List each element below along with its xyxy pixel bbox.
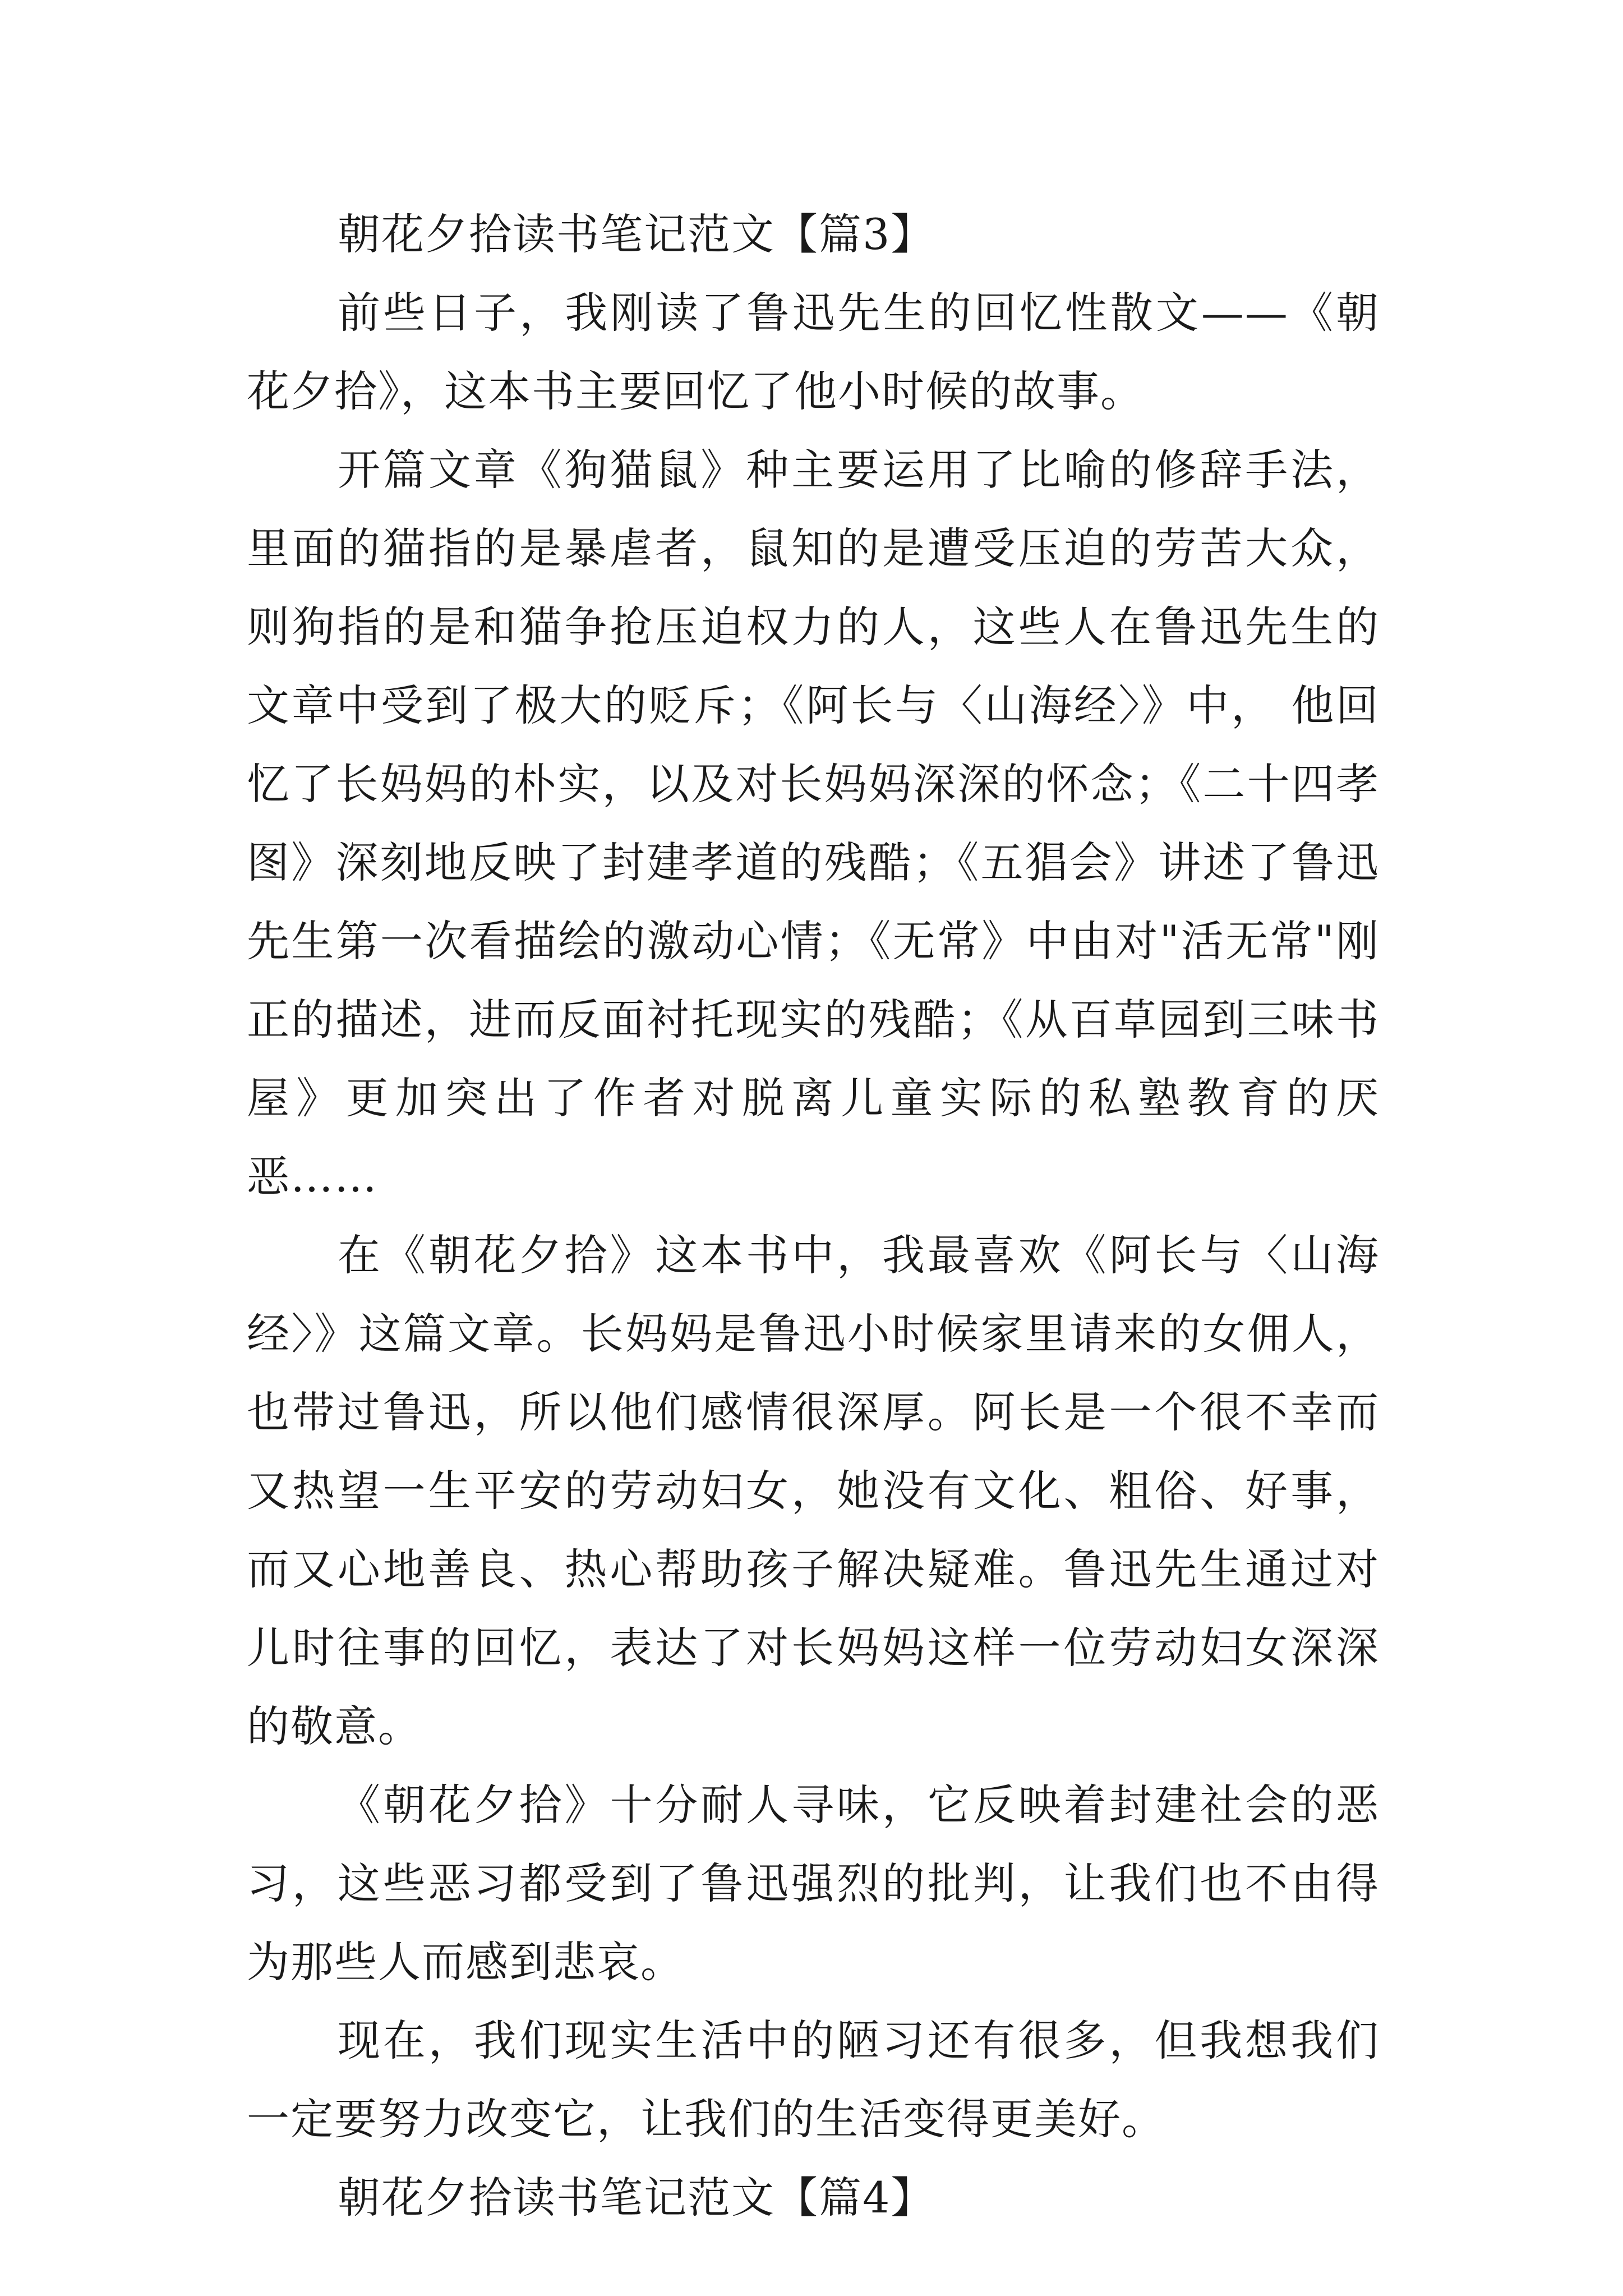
document-body (247, 195, 1380, 2237)
paragraph-chapters-summary: 开篇文章《狗猫鼠》种主要运用了比喻的修辞手法，里面的猫指的是暴虐者，鼠知的是遭受压迫的劳苦大众，则狗指的是和猫争抢压迫权力的人，这些人在鲁迅先生的文章中受到了极大的贬斥；《阿长与〈山海经〉》中， 他回忆了长妈妈的朴实，以及对长妈妈深深的怀念；《二十四孝图》深刻地反映了封建孝道的残酷；《五猖会》讲述了鲁迅先生第一次看描绘的激动心情；《无常》中由对"活无常"刚正的描述，进而反面衬托现实的残酷；《从百草园到三味书屋》更加突出了作者对脱离儿童实际的私塾教育的厌恶…… (247, 445, 1380, 1202)
paragraph-intro: 前些日子，我刚读了鲁迅先生的回忆性散文——《朝花夕拾》，这本书主要回忆了他小时候的故事。 (247, 288, 1380, 416)
paragraph-favorite-chapter: 在《朝花夕拾》这本书中，我最喜欢《阿长与〈山海经〉》这篇文章。长妈妈是鲁迅小时候家里请来的女佣人，也带过鲁迅，所以他们感情很深厚。阿长是一个很不幸而又热望一生平安的劳动妇女，她没有文化、粗俗、好事，而又心地善良、热心帮助孩子解决疑难。鲁迅先生通过对儿时往事的回忆，表达了对长妈妈这样一位劳动妇女深深的敬意。 (247, 1230, 1380, 1751)
section-heading-4: 朝花夕拾读书笔记范文【篇4】 (338, 2173, 935, 2223)
paragraph-reflection: 《朝花夕拾》十分耐人寻味，它反映着封建社会的恶习，这些恶习都受到了鲁迅强烈的批判，让我们也不由得为那些人而感到悲哀。 (247, 1780, 1380, 1987)
paragraph-conclusion: 现在，我们现实生活中的陋习还有很多，但我想我们一定要努力改变它，让我们的生活变得更美好。 (247, 2016, 1380, 2144)
section-heading-3: 朝花夕拾读书笔记范文【篇3】 (338, 209, 935, 259)
